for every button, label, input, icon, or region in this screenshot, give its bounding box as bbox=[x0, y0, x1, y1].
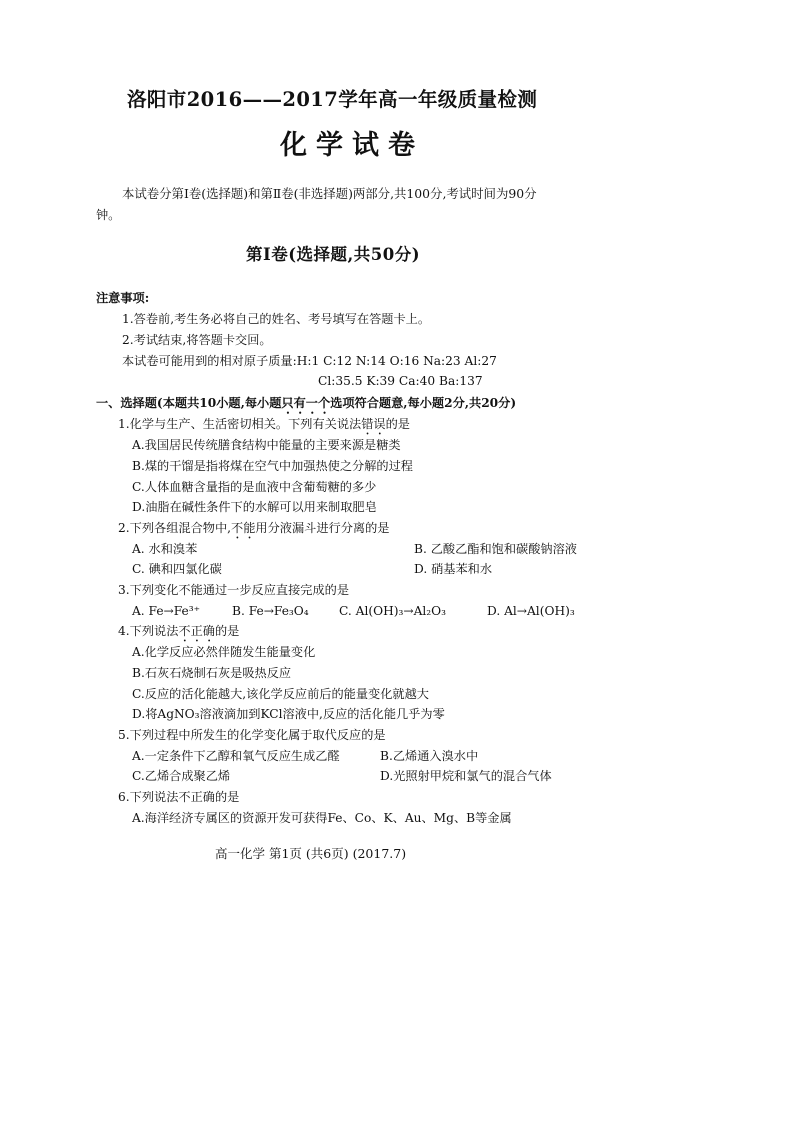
intro-line-2: 钟。 bbox=[96, 208, 121, 222]
q6-stem: 6.下列说法不正确的是 bbox=[118, 790, 240, 804]
notes-item-1: 1.答卷前,考生务必将自己的姓名、考号填写在答题卡上。 bbox=[122, 312, 431, 326]
q4-option-a: A.化学反应必然伴随发生能量变化 bbox=[132, 645, 316, 659]
notes-item-2: 2.考试结束,将答题卡交回。 bbox=[122, 333, 272, 347]
q5-option-d: D.光照射甲烷和氯气的混合气体 bbox=[380, 769, 552, 783]
part1-heading-b: 选项符合题意,每小题2分,共20分) bbox=[330, 396, 517, 410]
q4-stem-a: 4.下列说法 bbox=[118, 624, 179, 638]
q2-option-c: C. 碘和四氯化碳 bbox=[132, 562, 222, 576]
q5-option-c: C.乙烯合成聚乙烯 bbox=[132, 769, 231, 783]
q4-option-c: C.反应的活化能越大,该化学反应前后的能量变化就越大 bbox=[132, 687, 429, 701]
q2-stem bbox=[118, 520, 389, 542]
atomic-mass-line-2: Cl:35.5 K:39 Ca:40 Ba:137 bbox=[318, 374, 483, 388]
q1-option-c: C.人体血糖含量指的是血液中含葡萄糖的多少 bbox=[132, 480, 377, 494]
notes-heading: 注意事项: bbox=[96, 291, 150, 305]
q4-stem-emphasis: 不正确 bbox=[178, 624, 215, 638]
q6-option-a: A.海洋经济专属区的资源开发可获得Fe、Co、K、Au、Mg、B等金属 bbox=[132, 811, 512, 825]
atomic-mass-line-1: 本试卷可能用到的相对原子质量:H:1 C:12 N:14 O:16 Na:23 Al:27 bbox=[122, 354, 497, 368]
q3-option-b: B. Fe→Fe₃O₄ bbox=[232, 604, 309, 618]
q3-option-d: D. Al→Al(OH)₃ bbox=[487, 604, 575, 618]
q1-option-b: B.煤的干馏是指将煤在空气中加强热使之分解的过程 bbox=[132, 459, 413, 473]
q1-stem bbox=[118, 416, 410, 438]
q5-option-b: B.乙烯通入溴水中 bbox=[380, 749, 479, 763]
q4-stem bbox=[118, 623, 239, 645]
q1-option-a: A.我国居民传统膳食结构中能量的主要来源是糖类 bbox=[132, 438, 401, 452]
q4-stem-b: 的是 bbox=[214, 624, 240, 638]
q2-stem-emphasis: 不能 bbox=[231, 521, 256, 535]
section-title: 第Ⅰ卷(选择题,共50分) bbox=[246, 245, 421, 264]
intro-line-1: 本试卷分第Ⅰ卷(选择题)和第Ⅱ卷(非选择题)两部分,共100分,考试时间为90分 bbox=[122, 186, 537, 201]
q5-stem: 5.下列过程中所发生的化学变化属于取代反应的是 bbox=[118, 728, 386, 742]
q2-option-a: A. 水和溴苯 bbox=[132, 542, 198, 556]
q3-option-c: C. Al(OH)₃→Al₂O₃ bbox=[339, 604, 447, 618]
q1-stem-a: 1.化学与生产、生活密切相关。下列有关说法 bbox=[118, 417, 362, 431]
q1-option-d: D.油脂在碱性条件下的水解可以用来制取肥皂 bbox=[132, 500, 377, 514]
part1-heading bbox=[96, 395, 516, 417]
q1-stem-emphasis: 错误 bbox=[361, 417, 386, 431]
page-footer: 高一化学 第1页 (共6页) (2017.7) bbox=[215, 846, 407, 861]
q2-stem-b: 用分液漏斗进行分离的是 bbox=[255, 521, 390, 535]
exam-subtitle: 化学试卷 bbox=[280, 130, 424, 161]
q3-stem: 3.下列变化不能通过一步反应直接完成的是 bbox=[118, 583, 350, 597]
q4-option-d: D.将AgNO₃溶液滴加到KCl溶液中,反应的活化能几乎为零 bbox=[132, 707, 445, 721]
q1-stem-b: 的是 bbox=[385, 417, 410, 431]
part1-heading-a: 一、选择题(本题共10小题,每小题 bbox=[96, 396, 282, 410]
q2-option-d: D. 硝基苯和水 bbox=[414, 562, 493, 576]
q2-option-b: B. 乙酸乙酯和饱和碳酸钠溶液 bbox=[414, 542, 577, 556]
q5-option-a: A.一定条件下乙醇和氧气反应生成乙醛 bbox=[132, 749, 340, 763]
exam-title: 洛阳市2016——2017学年高一年级质量检测 bbox=[127, 88, 538, 111]
part1-heading-emphasis: 只有一个 bbox=[281, 396, 331, 410]
q4-option-b: B.石灰石烧制石灰是吸热反应 bbox=[132, 666, 292, 680]
q3-option-a: A. Fe→Fe³⁺ bbox=[132, 604, 201, 618]
q2-stem-a: 2.下列各组混合物中, bbox=[118, 521, 232, 535]
